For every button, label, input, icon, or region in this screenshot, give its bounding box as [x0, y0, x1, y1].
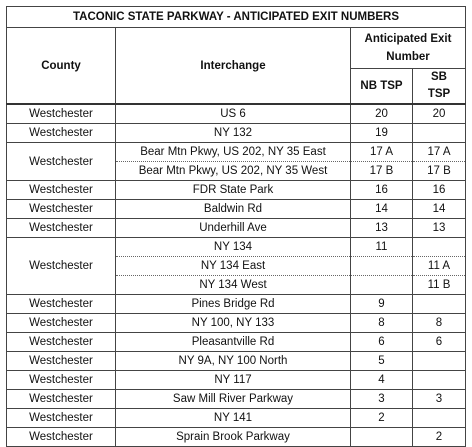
header-interchange: Interchange [116, 28, 351, 105]
table-row [7, 238, 466, 257]
cell-sb [413, 295, 466, 314]
cell-sb: 13 [413, 219, 466, 238]
cell-nb: 2 [351, 409, 413, 428]
header-sb-line1: SB [431, 71, 447, 83]
cell-county: Westchester [7, 124, 116, 143]
table-row [7, 352, 466, 371]
cell-nb: 5 [351, 352, 413, 371]
cell-county: Westchester [7, 200, 116, 219]
table-row [7, 104, 466, 124]
cell-county: Westchester [7, 104, 116, 124]
cell-county: Westchester [7, 181, 116, 200]
cell-interchange: FDR State Park [116, 181, 351, 200]
cell-interchange: Sprain Brook Parkway [116, 428, 351, 447]
cell-nb: 17 B [351, 162, 413, 181]
cell-interchange: US 6 [116, 104, 351, 124]
cell-interchange: NY 134 [116, 238, 351, 257]
exit-numbers-table [6, 6, 466, 447]
cell-nb: 19 [351, 124, 413, 143]
cell-county: Westchester [7, 409, 116, 428]
cell-nb: 16 [351, 181, 413, 200]
table-row [7, 428, 466, 447]
cell-sb [413, 238, 466, 257]
cell-sb: 3 [413, 390, 466, 409]
table-row [7, 314, 466, 333]
cell-county: Westchester [7, 333, 116, 352]
cell-county: Westchester [7, 390, 116, 409]
cell-nb: 20 [351, 104, 413, 124]
cell-interchange: Pines Bridge Rd [116, 295, 351, 314]
cell-sb [413, 409, 466, 428]
cell-nb: 4 [351, 371, 413, 390]
table-row [7, 181, 466, 200]
cell-sb: 11 A [413, 257, 466, 276]
cell-sb: 2 [413, 428, 466, 447]
cell-interchange: NY 9A, NY 100 North [116, 352, 351, 371]
header-county: County [7, 28, 116, 105]
cell-nb [351, 276, 413, 295]
cell-nb: 11 [351, 238, 413, 257]
cell-sb: 8 [413, 314, 466, 333]
table-row [7, 295, 466, 314]
cell-interchange: NY 134 East [116, 257, 351, 276]
cell-county: Westchester [7, 219, 116, 238]
cell-county: Westchester [7, 238, 116, 295]
header-anticipated-exit-number: Anticipated Exit Number [351, 28, 466, 69]
header-sb-line2: TSP [427, 88, 451, 100]
cell-nb: 14 [351, 200, 413, 219]
cell-nb [351, 257, 413, 276]
table-row [7, 371, 466, 390]
cell-nb: 17 A [351, 143, 413, 162]
cell-sb: 17 A [413, 143, 466, 162]
table-title: TACONIC STATE PARKWAY - ANTICIPATED EXIT NUMBERS [7, 7, 466, 28]
cell-interchange: Bear Mtn Pkwy, US 202, NY 35 West [116, 162, 351, 181]
cell-county: Westchester [7, 428, 116, 447]
header-sb-tsp [413, 69, 466, 105]
cell-county: Westchester [7, 295, 116, 314]
cell-nb: 9 [351, 295, 413, 314]
cell-interchange: Bear Mtn Pkwy, US 202, NY 35 East [116, 143, 351, 162]
cell-interchange: NY 100, NY 133 [116, 314, 351, 333]
cell-sb [413, 352, 466, 371]
table-row [7, 333, 466, 352]
cell-nb: 6 [351, 333, 413, 352]
cell-interchange: NY 141 [116, 409, 351, 428]
cell-county: Westchester [7, 314, 116, 333]
cell-county: Westchester [7, 143, 116, 181]
cell-nb: 8 [351, 314, 413, 333]
header-nb-tsp: NB TSP [351, 69, 413, 105]
cell-interchange: Underhill Ave [116, 219, 351, 238]
table-row [7, 409, 466, 428]
table-row [7, 200, 466, 219]
cell-sb [413, 124, 466, 143]
cell-nb: 3 [351, 390, 413, 409]
cell-sb: 17 B [413, 162, 466, 181]
table-row [7, 124, 466, 143]
table-row [7, 219, 466, 238]
exit-numbers-table-container [6, 6, 465, 447]
cell-nb: 13 [351, 219, 413, 238]
cell-interchange: NY 132 [116, 124, 351, 143]
cell-sb: 6 [413, 333, 466, 352]
cell-nb [351, 428, 413, 447]
cell-interchange: Baldwin Rd [116, 200, 351, 219]
cell-sb: 14 [413, 200, 466, 219]
table-row [7, 143, 466, 162]
cell-county: Westchester [7, 352, 116, 371]
cell-sb: 16 [413, 181, 466, 200]
cell-interchange: Saw Mill River Parkway [116, 390, 351, 409]
cell-interchange: Pleasantville Rd [116, 333, 351, 352]
table-row [7, 390, 466, 409]
cell-interchange: NY 117 [116, 371, 351, 390]
cell-sb: 11 B [413, 276, 466, 295]
cell-sb [413, 371, 466, 390]
cell-sb: 20 [413, 104, 466, 124]
cell-interchange: NY 134 West [116, 276, 351, 295]
cell-county: Westchester [7, 371, 116, 390]
